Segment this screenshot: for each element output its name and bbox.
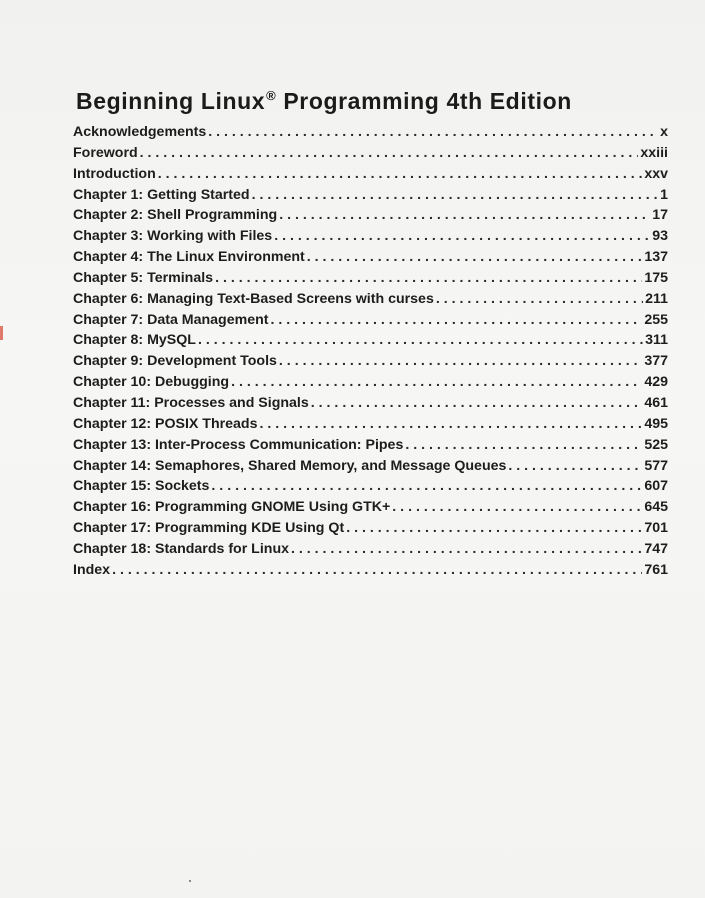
- toc-leader-dots: [271, 312, 643, 328]
- toc-leader-dots: [140, 145, 639, 161]
- toc-entry-label: Chapter 16: Programming GNOME Using GTK+: [73, 499, 391, 516]
- toc-leader-dots: [508, 458, 642, 474]
- toc-leader-dots: [252, 187, 659, 203]
- toc-entry: [73, 332, 668, 353]
- paper-speck: [189, 880, 191, 882]
- toc-entry: [73, 353, 668, 374]
- toc-entry-label: Chapter 12: POSIX Threads: [73, 415, 258, 432]
- toc-entry-page: 645: [644, 499, 668, 516]
- toc-entry-label: Chapter 3: Working with Files: [73, 228, 273, 245]
- registered-mark: ®: [266, 88, 277, 104]
- toc-entry-label: Introduction: [73, 165, 156, 182]
- toc-entry: [73, 562, 668, 583]
- toc-entry-label: Chapter 9: Development Tools: [73, 353, 277, 370]
- toc-entry-label: Index: [73, 561, 111, 578]
- toc-entry: [73, 312, 668, 333]
- toc-entry: [73, 124, 668, 145]
- toc-entry-label: Chapter 11: Processes and Signals: [73, 394, 309, 411]
- edge-mark: [0, 326, 3, 340]
- toc-entry: [73, 249, 668, 270]
- toc-entry-label: Acknowledgements: [73, 124, 207, 140]
- toc-entry-page: xxiii: [640, 144, 668, 161]
- toc-entry-label: Chapter 13: Inter-Process Communication: Pipes: [73, 436, 404, 453]
- toc-entry-page: 495: [644, 415, 668, 432]
- toc-entry-page: 17: [652, 207, 668, 224]
- toc-leader-dots: [405, 437, 642, 453]
- toc-entry-label: Chapter 5: Terminals: [73, 269, 214, 286]
- toc-entry: [73, 458, 668, 479]
- toc-leader-dots: [112, 562, 642, 578]
- toc-leader-dots: [311, 395, 643, 411]
- toc-entry-label: Chapter 4: The Linux Environment: [73, 249, 305, 266]
- toc-entry-page: x: [660, 124, 668, 140]
- toc-leader-dots: [208, 124, 658, 140]
- toc-entry-page: 525: [644, 436, 668, 453]
- toc-entry-page: 137: [644, 249, 668, 266]
- toc-entry: [73, 416, 668, 437]
- toc-entry-page: 701: [644, 520, 668, 537]
- toc-entry: [73, 520, 668, 541]
- toc-entry-label: Chapter 7: Data Management: [73, 311, 269, 328]
- toc-leader-dots: [260, 416, 643, 432]
- toc-entry: [73, 291, 668, 312]
- toc-entry-label: Chapter 15: Sockets: [73, 478, 210, 495]
- toc-entry: [73, 395, 668, 416]
- toc-entry: [73, 437, 668, 458]
- toc-entry: [73, 228, 668, 249]
- toc-entry-page: 255: [644, 311, 668, 328]
- toc-entry-page: 311: [645, 332, 668, 349]
- toc-entry-label: Chapter 6: Managing Text-Based Screens with curses: [73, 290, 434, 307]
- toc-entry-page: 93: [652, 228, 668, 245]
- toc-entry-page: 761: [644, 561, 668, 578]
- toc-leader-dots: [291, 541, 642, 557]
- toc-entry-label: Chapter 10: Debugging: [73, 374, 230, 391]
- toc-entry-page: 747: [644, 540, 668, 557]
- toc-entry: [73, 207, 668, 228]
- toc-entry-page: 1: [660, 186, 668, 203]
- toc-entry: [73, 145, 668, 166]
- toc-entry-page: 377: [644, 353, 668, 370]
- toc-entry: [73, 499, 668, 520]
- toc-entry-page: 211: [645, 290, 668, 307]
- toc-entry-label: Chapter 1: Getting Started: [73, 186, 250, 203]
- toc-entry-label: Chapter 14: Semaphores, Shared Memory, and Message Queues: [73, 457, 507, 474]
- toc-entry: [73, 166, 668, 187]
- page-title: [76, 88, 572, 115]
- toc-leader-dots: [279, 353, 642, 369]
- title-suffix: Programming 4th Edition: [276, 88, 572, 115]
- toc-leader-dots: [211, 478, 642, 494]
- toc-leader-dots: [307, 249, 643, 265]
- toc-entry-page: xxv: [644, 165, 668, 182]
- toc-leader-dots: [392, 499, 642, 515]
- toc-entry: [73, 478, 668, 499]
- toc-leader-dots: [279, 207, 650, 223]
- toc-entry: [73, 187, 668, 208]
- toc-leader-dots: [346, 520, 642, 536]
- toc-entry-page: 607: [644, 478, 668, 495]
- toc-leader-dots: [158, 166, 643, 182]
- toc-leader-dots: [215, 270, 642, 286]
- toc-entry-page: 175: [644, 269, 668, 286]
- toc-leader-dots: [231, 374, 642, 390]
- toc-entry-label: Chapter 18: Standards for Linux: [73, 540, 289, 557]
- toc-leader-dots: [274, 228, 650, 244]
- toc-entry: [73, 270, 668, 291]
- toc-entry-label: Foreword: [73, 144, 138, 161]
- table-of-contents: [73, 124, 668, 583]
- toc-leader-dots: [436, 291, 643, 307]
- toc-entry-page: 461: [644, 394, 668, 411]
- toc-entry-label: Chapter 17: Programming KDE Using Qt: [73, 520, 345, 537]
- toc-entry: [73, 374, 668, 395]
- toc-leader-dots: [198, 332, 643, 348]
- toc-entry: [73, 541, 668, 562]
- title-text: Beginning Linux: [76, 88, 266, 115]
- toc-entry-page: 429: [644, 374, 668, 391]
- toc-entry-label: Chapter 2: Shell Programming: [73, 207, 278, 224]
- toc-entry-page: 577: [644, 457, 668, 474]
- toc-entry-label: Chapter 8: MySQL: [73, 332, 196, 349]
